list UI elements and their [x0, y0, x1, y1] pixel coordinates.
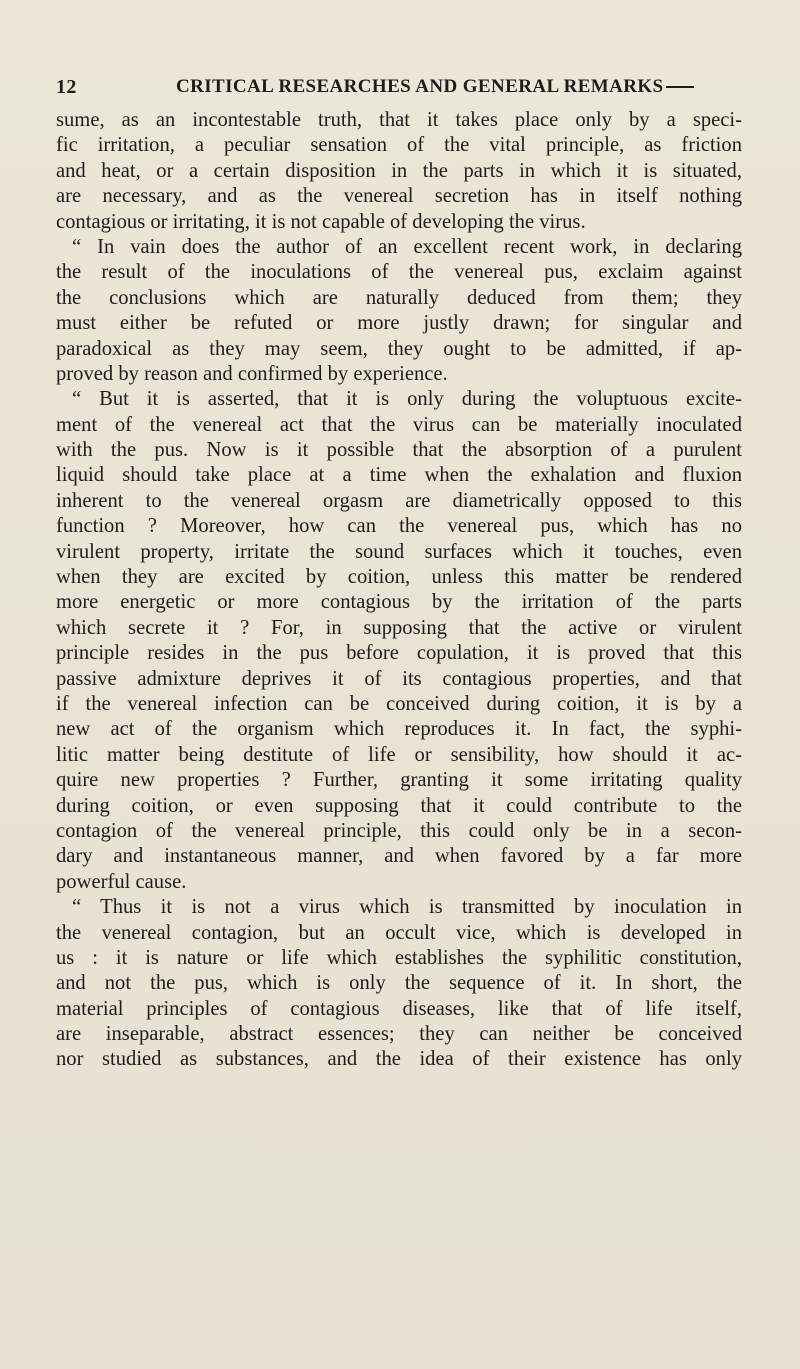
header-dash-rule: [666, 86, 694, 88]
text-line: the result of the inoculations of the venereal pus, exclaim against: [56, 261, 742, 284]
text-line: nor studied as substances, and the idea of their existence has only: [56, 1048, 742, 1071]
text-line: principle resides in the pus before copulation, it is proved that this: [56, 642, 742, 665]
text-line: sume, as an incontestable truth, that it takes place only by a speci-: [56, 109, 742, 131]
text-line: are inseparable, abstract essences; they can neither be conceived: [56, 1023, 742, 1046]
running-header: [56, 72, 746, 102]
text-line: if the venereal infection can be conceived during coition, it is by a: [56, 692, 742, 715]
text-line: paradoxical as they may seem, they ought to be admitted, if ap-: [56, 337, 742, 360]
text-line: contagious or irritating, it is not capable of developing the virus.: [56, 210, 586, 233]
text-line: inherent to the venereal orgasm are diametrically opposed to this: [56, 489, 742, 512]
text-line: ment of the venereal act that the virus can be materially inoculated: [56, 413, 742, 436]
text-line: which secrete it ? For, in supposing that the active or virulent: [56, 616, 742, 639]
body-text: [56, 108, 742, 1073]
text-line: with the pus. Now is it possible that the absorption of a purulent: [56, 439, 742, 462]
text-line: contagion of the venereal principle, this could only be in a secon-: [56, 819, 742, 842]
text-line: quire new properties ? Further, granting it some irritating quality: [56, 769, 742, 792]
text-line: and heat, or a certain disposition in the parts in which it is situated,: [56, 159, 742, 182]
page-number: 12: [56, 75, 77, 98]
text-line: fic irritation, a peculiar sensation of the vital principle, as friction: [56, 134, 742, 157]
text-line: must either be refuted or more justly drawn; for singular and: [56, 312, 742, 335]
text-line: and not the pus, which is only the sequence of it. In short, the: [56, 972, 742, 995]
text-line: new act of the organism which reproduces it. In fact, the syphi-: [56, 718, 742, 741]
text-line: “ But it is asserted, that it is only during the voluptuous excite-: [72, 388, 742, 411]
text-line: passive admixture deprives it of its contagious properties, and that: [56, 667, 742, 690]
text-line: the conclusions which are naturally deduced from them; they: [56, 286, 742, 309]
text-line: us : it is nature or life which establishes the syphilitic constitution,: [56, 946, 742, 969]
text-line: the venereal contagion, but an occult vice, which is developed in: [56, 921, 742, 944]
running-title: CRITICAL RESEARCHES AND GENERAL REMARKS: [176, 76, 664, 97]
text-line: material principles of contagious diseases, like that of life itself,: [56, 997, 742, 1020]
text-line: dary and instantaneous manner, and when favored by a far more: [56, 845, 742, 868]
text-line: more energetic or more contagious by the irritation of the parts: [56, 591, 742, 614]
text-line: when they are excited by coition, unless this matter be rendered: [56, 566, 742, 589]
text-line: during coition, or even supposing that it could contribute to the: [56, 794, 742, 817]
text-line: liquid should take place at a time when the exhalation and fluxion: [56, 464, 742, 487]
text-line: proved by reason and confirmed by experience.: [56, 362, 448, 385]
text-line: litic matter being destitute of life or sensibility, how should it ac-: [56, 743, 742, 766]
text-line: “ In vain does the author of an excellent recent work, in declaring: [72, 235, 742, 258]
text-line: virulent property, irritate the sound surfaces which it touches, even: [56, 540, 742, 563]
text-line: function ? Moreover, how can the venereal pus, which has no: [56, 515, 742, 538]
text-line: are necessary, and as the venereal secretion has in itself nothing: [56, 185, 742, 208]
text-line: “ Thus it is not a virus which is transmitted by inoculation in: [72, 896, 742, 919]
text-line: powerful cause.: [56, 870, 187, 893]
